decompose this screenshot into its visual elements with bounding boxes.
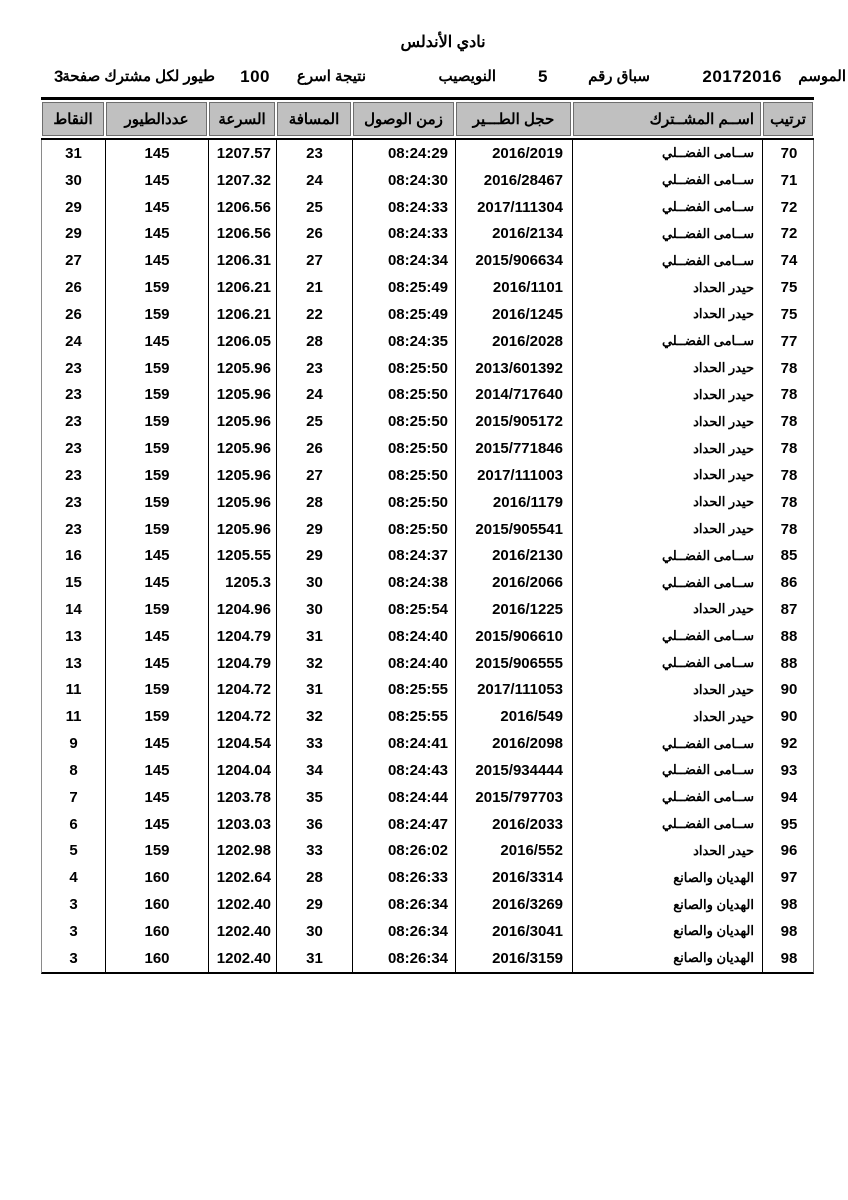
rank-cell: 86	[780, 574, 798, 592]
points-cell: 30	[42, 167, 106, 194]
participant-name-cell: حيدر الحداد	[573, 677, 763, 704]
participant-name-cell: حيدر الحداد	[573, 408, 763, 435]
rank-cell: 95	[780, 815, 798, 833]
bird-count-cell: 160	[106, 945, 209, 972]
ring-number-cell: 2015/905541	[456, 516, 573, 543]
rank-cell: 98	[780, 896, 798, 914]
arrival-time-cell: 08:25:49	[353, 274, 456, 301]
distance-cell: 35	[277, 784, 353, 811]
arrival-time-cell: 08:25:50	[353, 462, 456, 489]
speed-cell: 1205.96	[209, 516, 277, 543]
season-value: 20172016	[702, 67, 782, 86]
ring-number-cell: 2017/111053	[456, 677, 573, 704]
ring-number-cell: 2016/552	[456, 838, 573, 865]
season-label: الموسم	[798, 68, 846, 85]
rank-cell: 87	[780, 600, 798, 618]
bird-count-cell: 145	[106, 569, 209, 596]
ring-number-cell: 2016/2098	[456, 730, 573, 757]
header-arrival-time: زمن الوصول	[353, 102, 454, 136]
bird-count-cell: 160	[106, 891, 209, 918]
participant-name-cell: ســامى الفضــلي	[573, 247, 763, 274]
distance-cell: 31	[277, 677, 353, 704]
ring-number-cell: 2016/2134	[456, 220, 573, 247]
participant-name-cell: حيدر الحداد	[573, 274, 763, 301]
participant-name-cell: حيدر الحداد	[573, 489, 763, 516]
arrival-time-cell: 08:24:44	[353, 784, 456, 811]
distance-cell: 25	[277, 194, 353, 221]
header-participant-name: اســم المشــترك	[573, 102, 761, 136]
result-type-label: نتيجة اسرع	[296, 68, 366, 85]
ring-number-cell: 2016/3314	[456, 864, 573, 891]
bird-count-cell: 160	[106, 864, 209, 891]
bird-count-cell: 145	[106, 167, 209, 194]
points-cell: 4	[42, 864, 106, 891]
points-cell: 31	[42, 140, 106, 167]
speed-cell: 1205.96	[209, 489, 277, 516]
speed-cell: 1205.96	[209, 435, 277, 462]
points-cell: 27	[42, 247, 106, 274]
participant-name-cell: حيدر الحداد	[573, 355, 763, 382]
ring-number-cell: 2016/3041	[456, 918, 573, 945]
ring-number-cell: 2015/771846	[456, 435, 573, 462]
speed-cell: 1204.72	[209, 677, 277, 704]
distance-cell: 27	[277, 247, 353, 274]
participant-name-cell: ســامى الفضــلي	[573, 757, 763, 784]
participant-name-cell: حيدر الحداد	[573, 462, 763, 489]
distance-cell: 24	[277, 381, 353, 408]
speed-cell: 1206.21	[209, 274, 277, 301]
distance-cell: 29	[277, 542, 353, 569]
ring-number-cell: 2016/2066	[456, 569, 573, 596]
bird-count-cell: 159	[106, 516, 209, 543]
speed-cell: 1207.57	[209, 140, 277, 167]
ring-number-cell: 2016/1101	[456, 274, 573, 301]
arrival-time-cell: 08:24:33	[353, 194, 456, 221]
header-speed: السرعة	[209, 102, 275, 136]
participant-name-cell: ســامى الفضــلي	[573, 569, 763, 596]
distance-cell: 32	[277, 650, 353, 677]
page-title: نادي الأندلس	[400, 34, 486, 51]
report-info-line	[0, 64, 848, 90]
speed-cell: 1205.96	[209, 408, 277, 435]
bird-count-cell: 145	[106, 623, 209, 650]
race-number-value: 5	[538, 67, 548, 86]
arrival-time-cell: 08:24:40	[353, 623, 456, 650]
rank-cell: 88	[780, 627, 798, 645]
participant-name-cell: ســامى الفضــلي	[573, 542, 763, 569]
speed-cell: 1205.55	[209, 542, 277, 569]
speed-cell: 1206.56	[209, 220, 277, 247]
arrival-time-cell: 08:26:02	[353, 838, 456, 865]
distance-cell: 34	[277, 757, 353, 784]
points-cell: 24	[42, 328, 106, 355]
points-cell: 3	[42, 891, 106, 918]
race-location: النويصيب	[438, 68, 496, 85]
participant-name-cell: حيدر الحداد	[573, 435, 763, 462]
header-points: النقاط	[42, 102, 104, 136]
distance-cell: 24	[277, 167, 353, 194]
participant-name-cell: حيدر الحداد	[573, 703, 763, 730]
ring-number-cell: 2016/3159	[456, 945, 573, 972]
arrival-time-cell: 08:24:30	[353, 167, 456, 194]
arrival-time-cell: 08:24:34	[353, 247, 456, 274]
distance-cell: 26	[277, 435, 353, 462]
rank-cell: 72	[780, 198, 798, 216]
rank-cell: 75	[780, 279, 798, 297]
arrival-time-cell: 08:25:50	[353, 516, 456, 543]
distance-cell: 22	[277, 301, 353, 328]
bird-count-cell: 160	[106, 918, 209, 945]
bird-count-cell: 159	[106, 489, 209, 516]
participant-name-cell: ســامى الفضــلي	[573, 167, 763, 194]
bird-count-cell: 159	[106, 435, 209, 462]
header-rank: ترتيب	[763, 102, 813, 136]
rank-cell: 90	[780, 708, 798, 726]
ring-number-cell: 2016/549	[456, 703, 573, 730]
speed-cell: 1206.31	[209, 247, 277, 274]
arrival-time-cell: 08:24:38	[353, 569, 456, 596]
arrival-time-cell: 08:25:50	[353, 408, 456, 435]
points-cell: 26	[42, 301, 106, 328]
bird-count-cell: 145	[106, 811, 209, 838]
participant-name-cell: حيدر الحداد	[573, 301, 763, 328]
points-cell: 29	[42, 194, 106, 221]
bird-count-cell: 159	[106, 381, 209, 408]
rank-cell: 92	[780, 735, 798, 753]
rank-cell: 94	[780, 788, 798, 806]
participant-name-cell: ســامى الفضــلي	[573, 650, 763, 677]
participant-name-cell: ســامى الفضــلي	[573, 328, 763, 355]
arrival-time-cell: 08:25:50	[353, 355, 456, 382]
distance-cell: 32	[277, 703, 353, 730]
ring-number-cell: 2017/111304	[456, 194, 573, 221]
ring-number-cell: 2013/601392	[456, 355, 573, 382]
points-cell: 5	[42, 838, 106, 865]
distance-cell: 33	[277, 730, 353, 757]
rank-cell: 74	[780, 252, 798, 270]
speed-cell: 1205.96	[209, 381, 277, 408]
header-bird-count: عددالطيور	[106, 102, 207, 136]
speed-cell: 1202.40	[209, 945, 277, 972]
distance-cell: 29	[277, 516, 353, 543]
points-cell: 8	[42, 757, 106, 784]
speed-cell: 1204.79	[209, 650, 277, 677]
speed-cell: 1206.21	[209, 301, 277, 328]
arrival-time-cell: 08:25:50	[353, 381, 456, 408]
bird-count-cell: 159	[106, 596, 209, 623]
points-cell: 15	[42, 569, 106, 596]
speed-cell: 1207.32	[209, 167, 277, 194]
arrival-time-cell: 08:25:49	[353, 301, 456, 328]
points-cell: 13	[42, 623, 106, 650]
participant-name-cell: حيدر الحداد	[573, 516, 763, 543]
points-cell: 23	[42, 462, 106, 489]
ring-number-cell: 2015/906610	[456, 623, 573, 650]
points-cell: 13	[42, 650, 106, 677]
arrival-time-cell: 08:26:34	[353, 945, 456, 972]
bird-count-cell: 145	[106, 220, 209, 247]
speed-cell: 1205.96	[209, 355, 277, 382]
points-cell: 11	[42, 677, 106, 704]
distance-cell: 28	[277, 328, 353, 355]
arrival-time-cell: 08:26:34	[353, 891, 456, 918]
ring-number-cell: 2016/3269	[456, 891, 573, 918]
speed-cell: 1202.64	[209, 864, 277, 891]
rank-cell: 78	[780, 520, 798, 538]
participant-name-cell: ســامى الفضــلي	[573, 623, 763, 650]
arrival-time-cell: 08:25:50	[353, 489, 456, 516]
bird-count-cell: 145	[106, 328, 209, 355]
points-cell: 23	[42, 435, 106, 462]
participant-name-cell: الهديان والصانع	[573, 891, 763, 918]
distance-cell: 30	[277, 569, 353, 596]
header-ring-number: حجل الطـــير	[456, 102, 571, 136]
rank-cell: 78	[780, 413, 798, 431]
rank-cell: 93	[780, 761, 798, 779]
ring-number-cell: 2015/906634	[456, 247, 573, 274]
arrival-time-cell: 08:25:55	[353, 677, 456, 704]
rank-cell: 96	[780, 842, 798, 860]
arrival-time-cell: 08:24:43	[353, 757, 456, 784]
ring-number-cell: 2016/2028	[456, 328, 573, 355]
points-cell: 29	[42, 220, 106, 247]
ring-number-cell: 2016/1225	[456, 596, 573, 623]
arrival-time-cell: 08:26:33	[353, 864, 456, 891]
bird-count-cell: 159	[106, 355, 209, 382]
bird-count-cell: 145	[106, 757, 209, 784]
participant-name-cell: الهديان والصانع	[573, 918, 763, 945]
arrival-time-cell: 08:24:47	[353, 811, 456, 838]
points-cell: 26	[42, 274, 106, 301]
distance-cell: 26	[277, 220, 353, 247]
points-cell: 3	[42, 945, 106, 972]
rank-cell: 78	[780, 440, 798, 458]
bird-count-cell: 159	[106, 462, 209, 489]
bird-count-cell: 145	[106, 730, 209, 757]
points-cell: 9	[42, 730, 106, 757]
distance-cell: 23	[277, 140, 353, 167]
page-number: 3	[54, 67, 64, 86]
header-distance: المسافة	[277, 102, 351, 136]
distance-cell: 28	[277, 864, 353, 891]
participant-name-cell: ســامى الفضــلي	[573, 140, 763, 167]
participant-name-cell: ســامى الفضــلي	[573, 194, 763, 221]
results-table	[41, 97, 814, 974]
speed-cell: 1205.3	[209, 569, 277, 596]
distance-cell: 30	[277, 596, 353, 623]
ring-number-cell: 2016/1245	[456, 301, 573, 328]
points-cell: 6	[42, 811, 106, 838]
rank-cell: 75	[780, 305, 798, 323]
speed-cell: 1202.98	[209, 838, 277, 865]
distance-cell: 28	[277, 489, 353, 516]
participant-name-cell: الهديان والصانع	[573, 945, 763, 972]
rank-cell: 77	[780, 332, 798, 350]
participant-name-cell: ســامى الفضــلي	[573, 811, 763, 838]
ring-number-cell: 2016/28467	[456, 167, 573, 194]
participant-name-cell: الهديان والصانع	[573, 864, 763, 891]
points-cell: 7	[42, 784, 106, 811]
ring-number-cell: 2016/2019	[456, 140, 573, 167]
arrival-time-cell: 08:24:33	[353, 220, 456, 247]
arrival-time-cell: 08:25:55	[353, 703, 456, 730]
rank-cell: 78	[780, 466, 798, 484]
arrival-time-cell: 08:26:34	[353, 918, 456, 945]
ring-number-cell: 2016/2033	[456, 811, 573, 838]
points-cell: 16	[42, 542, 106, 569]
distance-cell: 31	[277, 623, 353, 650]
per-participant-label: طيور لكل مشترك صفحة	[62, 68, 215, 85]
rank-cell: 85	[780, 547, 798, 565]
rank-cell: 98	[780, 922, 798, 940]
ring-number-cell: 2015/797703	[456, 784, 573, 811]
participant-name-cell: حيدر الحداد	[573, 596, 763, 623]
distance-cell: 25	[277, 408, 353, 435]
distance-cell: 31	[277, 945, 353, 972]
ring-number-cell: 2015/934444	[456, 757, 573, 784]
rank-cell: 88	[780, 654, 798, 672]
speed-cell: 1202.40	[209, 918, 277, 945]
speed-cell: 1204.79	[209, 623, 277, 650]
participant-name-cell: حيدر الحداد	[573, 381, 763, 408]
bird-count-cell: 159	[106, 301, 209, 328]
participant-name-cell: حيدر الحداد	[573, 838, 763, 865]
bird-count-cell: 145	[106, 247, 209, 274]
participant-name-cell: ســامى الفضــلي	[573, 784, 763, 811]
bird-count-cell: 145	[106, 650, 209, 677]
arrival-time-cell: 08:24:37	[353, 542, 456, 569]
bird-count-cell: 145	[106, 194, 209, 221]
rank-cell: 90	[780, 681, 798, 699]
ring-number-cell: 2015/905172	[456, 408, 573, 435]
participant-name-cell: ســامى الفضــلي	[573, 220, 763, 247]
points-cell: 23	[42, 489, 106, 516]
speed-cell: 1204.96	[209, 596, 277, 623]
arrival-time-cell: 08:24:35	[353, 328, 456, 355]
ring-number-cell: 2016/2130	[456, 542, 573, 569]
speed-cell: 1206.05	[209, 328, 277, 355]
distance-cell: 33	[277, 838, 353, 865]
participant-name-cell: ســامى الفضــلي	[573, 730, 763, 757]
arrival-time-cell: 08:25:54	[353, 596, 456, 623]
ring-number-cell: 2016/1179	[456, 489, 573, 516]
speed-cell: 1203.78	[209, 784, 277, 811]
speed-cell: 1204.54	[209, 730, 277, 757]
rank-cell: 78	[780, 359, 798, 377]
bird-count-cell: 159	[106, 838, 209, 865]
distance-cell: 27	[277, 462, 353, 489]
table-header-row	[41, 97, 814, 140]
points-cell: 23	[42, 408, 106, 435]
rank-cell: 70	[780, 144, 798, 162]
rank-cell: 98	[780, 949, 798, 967]
bird-limit-value: 100	[240, 67, 270, 86]
arrival-time-cell: 08:24:40	[353, 650, 456, 677]
ring-number-cell: 2017/111003	[456, 462, 573, 489]
bird-count-cell: 159	[106, 677, 209, 704]
arrival-time-cell: 08:24:29	[353, 140, 456, 167]
bird-count-cell: 145	[106, 784, 209, 811]
speed-cell: 1204.04	[209, 757, 277, 784]
points-cell: 23	[42, 516, 106, 543]
points-cell: 11	[42, 703, 106, 730]
arrival-time-cell: 08:24:41	[353, 730, 456, 757]
bird-count-cell: 159	[106, 408, 209, 435]
rank-cell: 72	[780, 225, 798, 243]
rank-cell: 71	[780, 171, 798, 189]
bird-count-cell: 159	[106, 703, 209, 730]
speed-cell: 1203.03	[209, 811, 277, 838]
distance-cell: 23	[277, 355, 353, 382]
arrival-time-cell: 08:25:50	[353, 435, 456, 462]
points-cell: 14	[42, 596, 106, 623]
bird-count-cell: 145	[106, 542, 209, 569]
rank-cell: 78	[780, 386, 798, 404]
ring-number-cell: 2015/906555	[456, 650, 573, 677]
speed-cell: 1205.96	[209, 462, 277, 489]
distance-cell: 29	[277, 891, 353, 918]
points-cell: 23	[42, 355, 106, 382]
table-body	[41, 140, 814, 974]
points-cell: 3	[42, 918, 106, 945]
distance-cell: 36	[277, 811, 353, 838]
speed-cell: 1204.72	[209, 703, 277, 730]
speed-cell: 1202.40	[209, 891, 277, 918]
bird-count-cell: 159	[106, 274, 209, 301]
distance-cell: 30	[277, 918, 353, 945]
speed-cell: 1206.56	[209, 194, 277, 221]
points-cell: 23	[42, 381, 106, 408]
rank-cell: 97	[780, 869, 798, 887]
ring-number-cell: 2014/717640	[456, 381, 573, 408]
distance-cell: 21	[277, 274, 353, 301]
bird-count-cell: 145	[106, 140, 209, 167]
rank-cell: 78	[780, 493, 798, 511]
race-number-label: سباق رقم	[588, 68, 650, 85]
